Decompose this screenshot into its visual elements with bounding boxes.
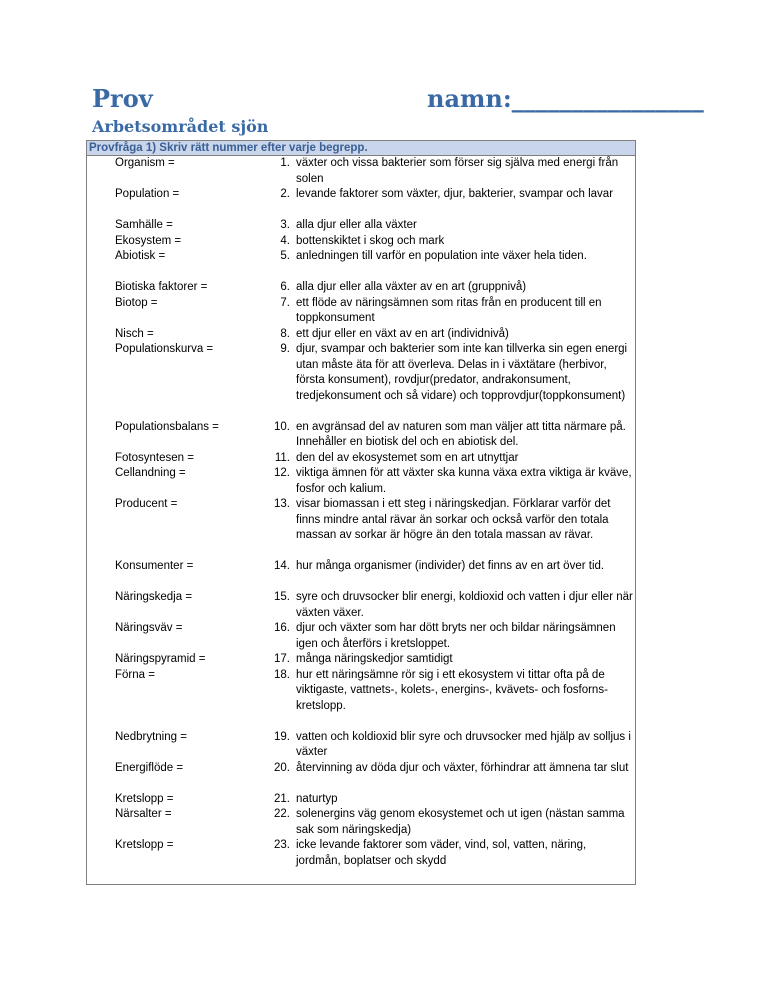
term-label: Ekosystem = bbox=[115, 234, 182, 247]
term-label: Population = bbox=[115, 188, 180, 200]
term-label: Populationskurva = bbox=[115, 343, 214, 355]
title-row bbox=[92, 84, 704, 120]
page-title: Prov bbox=[92, 84, 153, 113]
question-table: Provfråga 1) Skriv rätt nummer efter varje begrepp. Organism = Population = Samhälle = Ekosystem = Abiotisk = Biotiska faktorer = Biotop = Nisch = Populationskurva = Populationsbalans = Fotosyntesen = Cellandning = Producent = Konsumenter = Näringskedja = Näringsväv = Näringspyramid = Förna = Nedbrytning = Energiflöde = Kretslopp = Närsalter = Kretslopp = 1. växter och vissa bakterier som förser sig själva med energi från solen 2. levande faktorer som växter, djur, bakterier, svampar och lavar 3. alla djur eller alla växter 4. bottenskiktet i skog och mark 5. anledningen till varför en population inte växer hela tiden. 6. alla djur eller alla växter av en art (gruppnivå) 7. ett flöde av näringsämnen som ritas från en producent till en toppkonsument 8. ett djur eller en växt av en art (individnivå) 9. djur, svampar och bakterier som inte kan tillverka sin egen energi utan måste äta för att överleva. Delas in i växtätare (herbivor, första konsument), rovdjur(predator, andrakonsument, tredjekonsument och så vidare) och topprovdjur(toppkonsument) 10. en avgränsad del av naturen som man väljer att titta närmare på. Innehåller en biotisk del och en abiotisk del. 11. den del av ekosystemet som en art utnyttjar 12. viktiga ämnen för att växter ska kunna växa extra viktiga är kväve, fosfor och kalium. 13. visar biomassan i ett steg i näringskedjan. Förklarar varför det finns mindre antal rävar än sorkar och också varför den totala massan av sorkar är högre än den totala massan av rävar. 14. hur många organismer (individer) det finns av en art över tid. 15. syre och druvsocker blir energi, koldioxid och vatten i djur eller när växten växer. 16. djur och växter som har dött bryts ner och bildar näringsämnen igen och återförs i kretsloppet. 17. många näringskedjor samtidigt 18. hur ett näringsämne rör sig i ett ekosystem vi tittar ofta på de viktigaste, vattnets-, kolets-, energins-, kvävets- och fosforns- kretslopp. 19. vatten och koldioxid blir syre och druvsocker med hjälp av solljus i växter 20. återvinning av döda djur och växter, förhindrar att ämnena tar slut 21. naturtyp 22. solenergins väg genom ekosystemet och ut igen (nästan samma sak som näringskedja) 23. icke levande faktorer som väder, vind, sol, vatten, näring, jordmån, boplatser och skydd bbox=[86, 140, 636, 885]
term-label: Närsalter = bbox=[115, 808, 172, 820]
term-label: Biotop = bbox=[115, 296, 158, 309]
term-label: Näringskedja = bbox=[115, 591, 193, 603]
name-field-label: namn:________________ bbox=[427, 84, 704, 113]
term-label: Kretslopp = bbox=[115, 792, 174, 805]
term-label: Producent = bbox=[115, 498, 178, 510]
term-label: Nisch = bbox=[115, 327, 154, 340]
term-label: Fotosyntesen = bbox=[115, 451, 194, 464]
term-label: Populationsbalans = bbox=[115, 420, 219, 433]
term-label: Kretslopp = bbox=[115, 839, 174, 851]
question-heading: Provfråga 1) Skriv rätt nummer efter varje begrepp. bbox=[87, 141, 635, 156]
term-label: Biotiska faktorer = bbox=[115, 281, 208, 293]
term-label: Abiotisk = bbox=[115, 250, 166, 262]
term-label: Cellandning = bbox=[115, 467, 186, 479]
term-label: Näringspyramid = bbox=[115, 653, 206, 665]
term-label: Konsumenter = bbox=[115, 560, 194, 572]
term-label: Näringsväv = bbox=[115, 622, 183, 634]
term-label: Organism = bbox=[115, 157, 175, 169]
term-label: Nedbrytning = bbox=[115, 730, 187, 743]
page-subtitle: Arbetsområdet sjön bbox=[92, 117, 269, 136]
term-label: Förna = bbox=[115, 668, 155, 681]
term-label: Energiflöde = bbox=[115, 761, 184, 774]
term-label: Samhälle = bbox=[115, 219, 173, 231]
